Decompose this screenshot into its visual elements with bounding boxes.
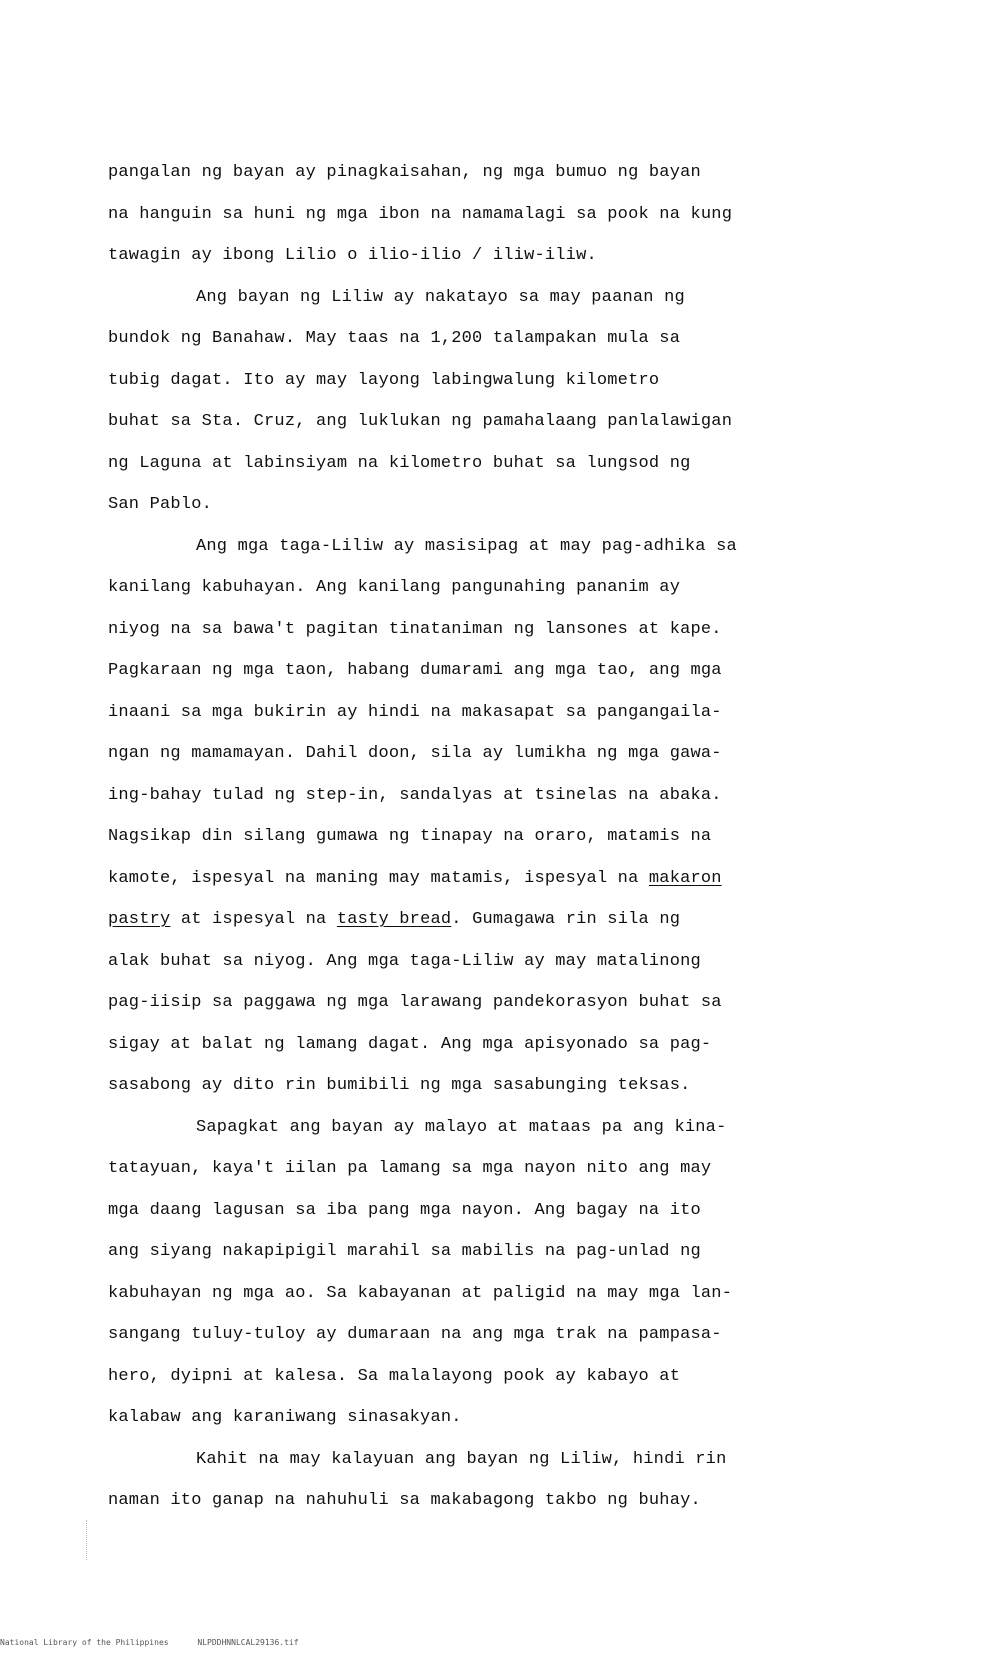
text-line: pastry at ispesyal na tasty bread. Gumagawa rin sila ng	[108, 910, 681, 929]
text-line: Ang mga taga-Liliw ay masisipag at may pag-adhika sa	[196, 536, 737, 556]
paragraph	[108, 152, 808, 277]
text-line: pag-iisip sa paggawa ng mga larawang pandekorasyon buhat sa	[108, 993, 722, 1012]
text-line: kamote, ispesyal na maning may matamis, ispesyal na makaron	[108, 868, 722, 888]
text-line: ng Laguna at labinsiyam na kilometro buhat sa lungsod ng	[108, 453, 691, 473]
text-line: bundok ng Banahaw. May taas na 1,200 talampakan mula sa	[108, 329, 681, 348]
text-line: alak buhat sa niyog. Ang mga taga-Liliw ay may matalinong	[108, 951, 701, 971]
text-line: tatayuan, kaya't iilan pa lamang sa mga nayon nito ang may	[108, 1159, 712, 1178]
text-line: tubig dagat. Ito ay may layong labingwalung kilometro	[108, 370, 660, 390]
paragraph	[108, 1107, 808, 1439]
text-line: ang siyang nakapipigil marahil sa mabilis na pag-unlad ng	[108, 1242, 701, 1261]
text-line: Sapagkat ang bayan ay malayo at mataas pa ang kina-	[196, 1117, 727, 1137]
text-line: na hanguin sa huni ng mga ibon na namamalagi sa pook na kung	[108, 204, 733, 224]
text-line: sangang tuluy-tuloy ay dumaraan na ang mga trak na pampasa-	[108, 1325, 722, 1344]
text-line: pangalan ng bayan ay pinagkaisahan, ng mga bumuo ng bayan	[108, 163, 701, 182]
library-credit: National Library of the Philippines	[0, 1638, 169, 1647]
underlined-term: tasty bread	[336, 910, 452, 929]
text-line: Nagsikap din silang gumawa ng tinapay na oraro, matamis na	[108, 827, 712, 846]
text-line: San Pablo.	[108, 495, 213, 514]
text-line: ing-bahay tulad ng step-in, sandalyas at tsinelas na abaka.	[108, 785, 722, 805]
text-line: sigay at balat ng lamang dagat. Ang mga apisyonado sa pag-	[108, 1034, 712, 1054]
paragraph	[108, 277, 808, 526]
text-line: kalabaw ang karaniwang sinasakyan.	[108, 1408, 462, 1427]
text-line: kanilang kabuhayan. Ang kanilang pangunahing pananim ay	[108, 578, 681, 597]
text-line: sasabong ay dito rin bumibili ng mga sasabunging teksas.	[108, 1076, 691, 1095]
paragraph	[108, 526, 808, 1107]
file-id: NLPDDHNNLCAL29136.tif	[197, 1638, 299, 1647]
text-line: tawagin ay ibong Lilio o ilio-ilio / iliw-iliw.	[108, 246, 597, 265]
text-line: naman ito ganap na nahuhuli sa makabagong takbo ng buhay.	[108, 1491, 701, 1510]
text-line: inaani sa mga bukirin ay hindi na makasapat sa pangangaila-	[108, 702, 722, 722]
scan-artifact	[86, 1520, 93, 1560]
document-body	[108, 152, 808, 1522]
text-line: Pagkaraan ng mga taon, habang dumarami ang mga tao, ang mga	[108, 661, 722, 680]
paragraph	[108, 1439, 808, 1522]
text-line: hero, dyipni at kalesa. Sa malalayong pook ay kabayo at	[108, 1366, 681, 1386]
text-line: ngan ng mamamayan. Dahil doon, sila ay lumikha ng mga gawa-	[108, 744, 722, 763]
text-line: mga daang lagusan sa iba pang mga nayon. Ang bagay na ito	[108, 1200, 701, 1220]
text-line: kabuhayan ng mga ao. Sa kabayanan at paligid na may mga lan-	[108, 1283, 733, 1303]
text-line: buhat sa Sta. Cruz, ang luklukan ng pamahalaang panlalawigan	[108, 412, 733, 431]
underlined-term: makaron	[648, 868, 722, 888]
text-line: Ang bayan ng Liliw ay nakatayo sa may paanan ng	[196, 287, 685, 307]
text-line: niyog na sa bawa't pagitan tinataniman ng lansones at kape.	[108, 619, 722, 639]
underlined-term: pastry	[108, 910, 171, 929]
text-line: Kahit na may kalayuan ang bayan ng Liliw, hindi rin	[196, 1449, 727, 1469]
scan-footer	[0, 1638, 323, 1647]
